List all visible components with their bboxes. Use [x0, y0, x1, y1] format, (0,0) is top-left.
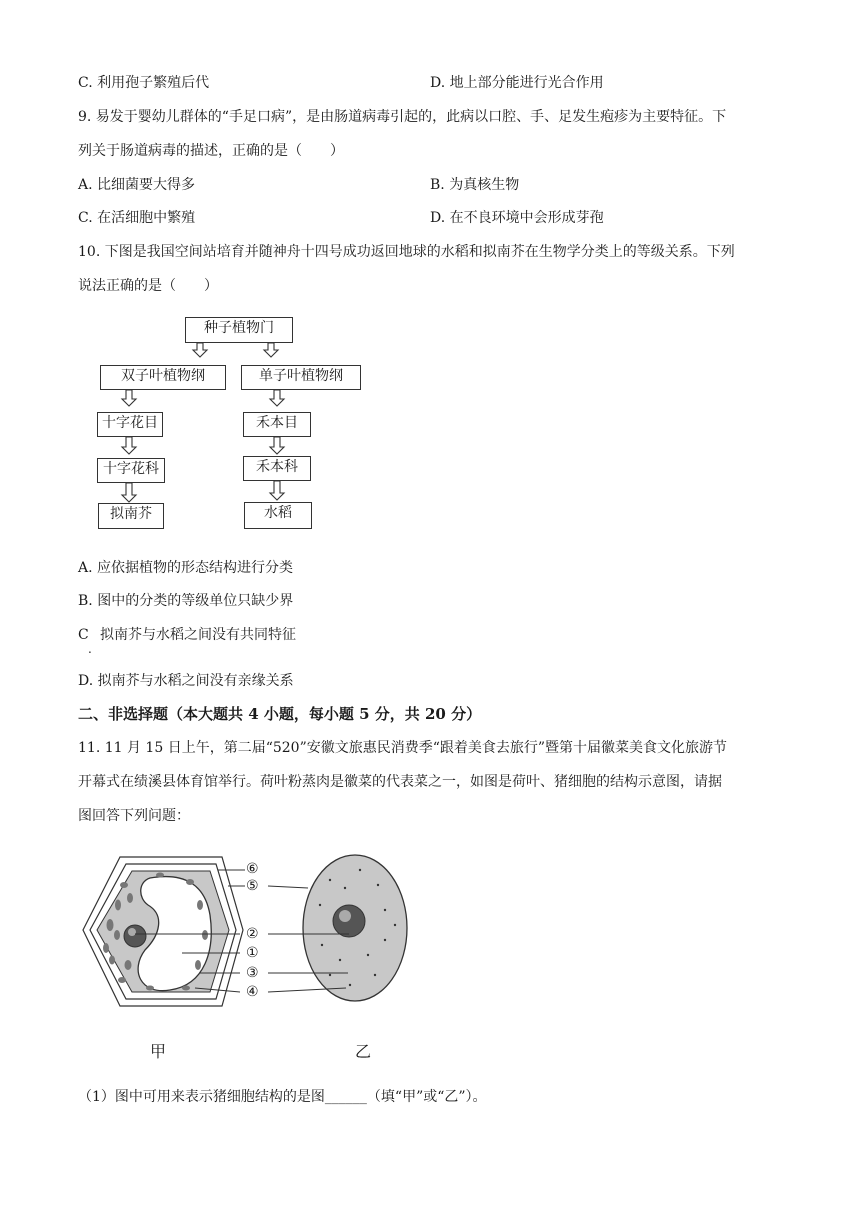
q9-option-b: B. 为真核生物	[430, 177, 520, 193]
box-poaceae: 禾本科	[243, 456, 311, 481]
label-3: ③	[246, 965, 259, 981]
label-5: ⑤	[246, 878, 259, 894]
box-dicot-class: 双子叶植物纲	[100, 365, 226, 390]
q8-option-c: C. 利用孢子繁殖后代	[78, 75, 210, 91]
label-2: ②	[246, 926, 259, 942]
arrow-left-3	[122, 483, 136, 502]
q9-stem-line2: 列关于肠道病毒的描述，正确的是（ ）	[78, 143, 344, 159]
arrow-right-1	[270, 390, 284, 406]
arrow-left-1	[122, 390, 136, 406]
q11-sub1: （1）图中可用来表示猪细胞结构的是图______（填“甲”或“乙”）。	[78, 1089, 487, 1105]
box-rice: 水稻	[244, 502, 312, 529]
box-brassicaceae: 十字花科	[97, 458, 165, 483]
animal-cell	[303, 855, 407, 1001]
q11-stem-line1: 11. 11 月 15 日上午，第二届“520”安徽文旅惠民消费季“跟着美食去旅行”暨第十届徽菜美食文化旅游节	[78, 740, 728, 756]
plant-nucleus	[124, 925, 146, 947]
arrow-right-3	[270, 481, 284, 500]
q10-option-b: B. 图中的分类的等级单位只缺少界	[78, 593, 294, 609]
cell-wall-outer	[83, 857, 243, 1006]
q9-option-c: C. 在活细胞中繁殖	[78, 210, 196, 226]
cell-membrane	[97, 871, 229, 992]
caption-yi: 乙	[355, 1042, 372, 1061]
q10-option-c: 拟南芥与水稻之间没有共同特征	[100, 627, 296, 643]
q10-stem-line2: 说法正确的是（ ）	[78, 278, 218, 294]
box-monocot-class: 单子叶植物纲	[241, 365, 361, 390]
q9-option-d: D. 在不良环境中会形成芽孢	[430, 210, 604, 226]
plant-cell	[83, 857, 243, 1006]
box-phylum: 种子植物门	[185, 317, 293, 343]
label-1: ①	[246, 945, 259, 961]
q11-stem-line2: 开幕式在绩溪县体育馆举行。荷叶粉蒸肉是徽菜的代表菜之一，如图是荷叶、猪细胞的结构示意图，请据	[78, 774, 722, 790]
q10-option-a: A. 应依据植物的形态结构进行分类	[78, 560, 294, 576]
box-brassicales: 十字花目	[97, 412, 163, 437]
q10-option-c-dot: .	[88, 642, 92, 656]
label-6: ⑥	[246, 861, 259, 877]
q9-option-a: A. 比细菌要大得多	[78, 177, 196, 193]
q10-option-d: D. 拟南芥与水稻之间没有亲缘关系	[78, 673, 294, 689]
caption-jia: 甲	[150, 1042, 167, 1061]
cell-wall-inner	[90, 864, 236, 999]
section-heading: 二、非选择题（本大题共 4 小题，每小题 5 分，共 20 分）	[78, 705, 482, 723]
q10-option-c-letter: C	[78, 627, 89, 643]
q8-option-d: D. 地上部分能进行光合作用	[430, 75, 604, 91]
animal-cell-body	[303, 855, 407, 1001]
box-arabidopsis: 拟南芥	[98, 503, 164, 529]
arrow-right-2	[270, 437, 284, 454]
animal-nucleus	[333, 905, 365, 937]
vacuole	[138, 877, 211, 991]
arrow-top-right	[264, 343, 278, 357]
q10-stem-line1: 10. 下图是我国空间站培育并随神舟十四号成功返回地球的水稻和拟南芥在生物学分类上的等级关系。下列	[78, 244, 735, 260]
q11-stem-line3: 图回答下列问题：	[78, 808, 190, 824]
box-poales: 禾本目	[243, 412, 311, 437]
arrow-left-2	[122, 437, 136, 454]
chloroplasts	[103, 873, 208, 991]
arrow-top-left	[193, 343, 207, 357]
organelles	[319, 869, 396, 986]
leader-lines	[135, 870, 349, 992]
label-4: ④	[246, 984, 259, 1000]
q9-stem-line1: 9. 易发于婴幼儿群体的“手足口病”，是由肠道病毒引起的，此病以口腔、手、足发生疱疹为主要特征。下	[78, 109, 727, 125]
